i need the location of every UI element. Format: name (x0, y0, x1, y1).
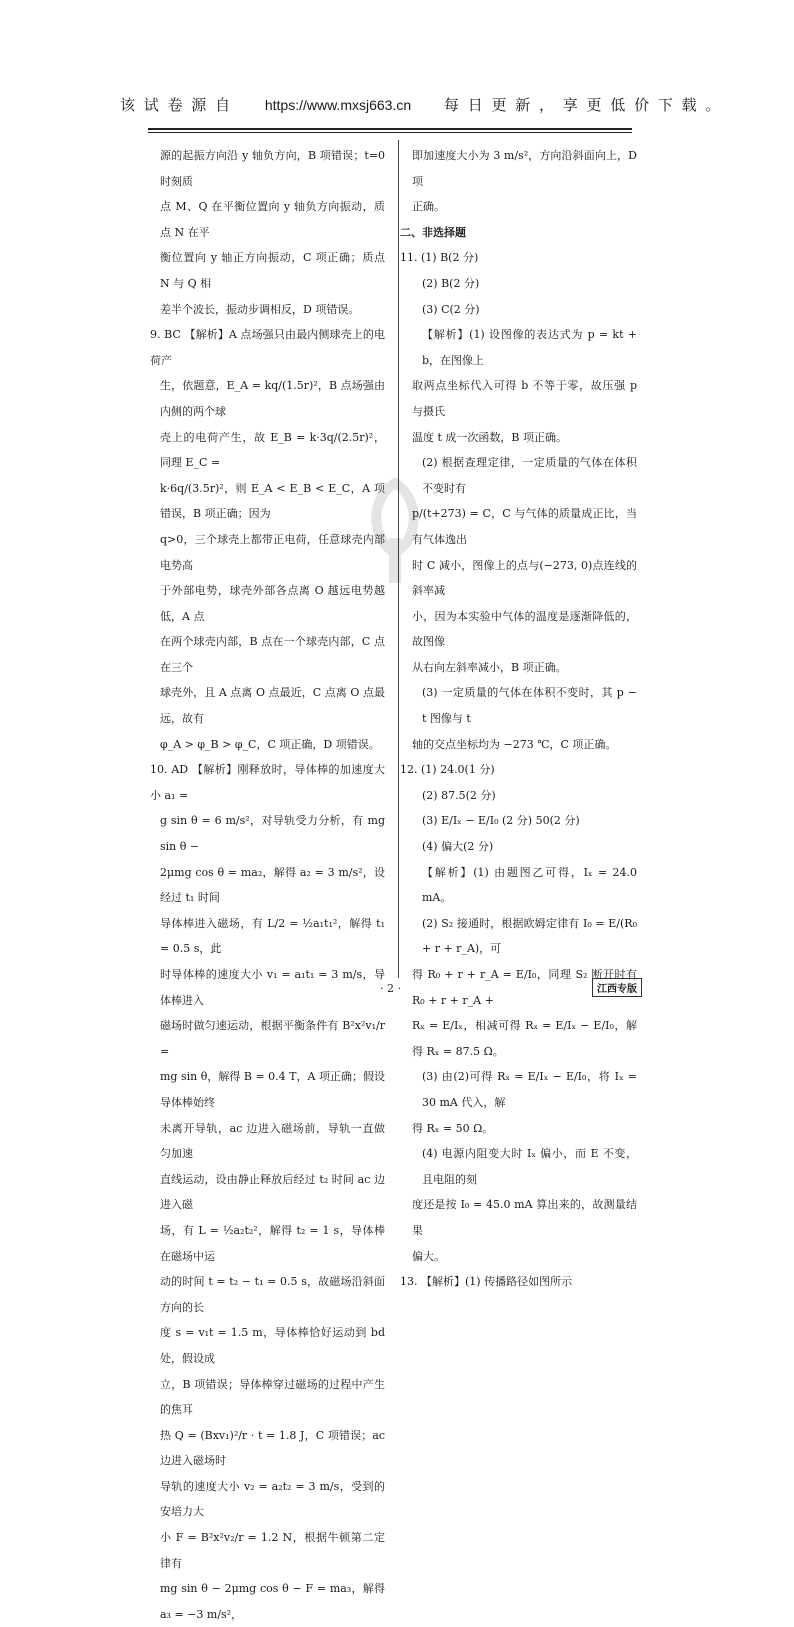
header-rule-thick (148, 128, 632, 130)
edition-badge: 江西专版 (592, 978, 642, 997)
answer-12-line: 12. (1) 24.0(1 分) (400, 763, 495, 777)
text-line: 球壳外，且 A 点离 O 点最近，C 点离 O 点最远，故有 (160, 686, 385, 726)
text-line: 时导体棒的速度大小 v₁ = a₁t₁ = 3 m/s，导体棒进入 (160, 968, 385, 1007)
text-line: 时 C 减小，图像上的点与(−273, 0)点连线的斜率减 (412, 558, 637, 598)
text-line: 2μmg cos θ = ma₂，解得 a₂ = 3 m/s²，设经过 t₁ 时间 (160, 865, 385, 905)
text-line: 差半个波长，振动步调相反，D 项错误。 (160, 302, 360, 316)
text-line: (2) 87.5(2 分) (422, 788, 496, 802)
text-line: 生，依题意，E_A = kq/(1.5r)²，B 点场强由内侧的两个球 (160, 379, 385, 418)
text-line: 壳上的电荷产生，故 E_B = k·3q/(2.5r)²，同理 E_C = (160, 430, 385, 470)
header-url[interactable]: https://www.mxsj663.cn (264, 97, 412, 113)
text-line: 磁场时做匀速运动，根据平衡条件有 B²x²v₁/r = (160, 1019, 385, 1058)
text-line: q>0，三个球壳上都带正电荷，任意球壳内部电势高 (160, 532, 385, 572)
left-column (150, 143, 385, 1627)
text-line: 度还是按 I₀ = 45.0 mA 算出来的，故测量结果 (412, 1198, 637, 1237)
text-line: 得 R₀ + r + r_A = E/I₀，同理 S₂ 断开时有 R₀ + r + r_A + (412, 968, 637, 1007)
text-line: 得 Rₓ = 50 Ω。 (412, 1121, 494, 1135)
answer-13-line: 13. 【解析】(1) 传播路径如图所示 (400, 1275, 573, 1289)
text-line: (2) B(2 分) (422, 276, 480, 290)
text-line: g sin θ = 6 m/s²，对导轨受力分析，有 mg sin θ − (160, 814, 385, 854)
text-line: 偏大。 (412, 1249, 445, 1263)
text-line: (3) 由(2)可得 Rₓ = E/Iₓ − E/I₀，将 Iₓ = 30 mA 代入，解 (422, 1070, 637, 1109)
page-header (120, 94, 723, 115)
text-line: (3) C(2 分) (422, 302, 480, 316)
text-line: 导轨的速度大小 v₂ = a₂t₂ = 3 m/s，受到的安培力大 (160, 1479, 385, 1519)
text-line: 轴的交点坐标均为 −273 ℃，C 项正确。 (412, 737, 617, 751)
text-line: 从右向左斜率减小，B 项正确。 (412, 660, 567, 674)
text-line: k·6q/(3.5r)²，则 E_A < E_B < E_C，A 项错误，B 项正确；因为 (160, 481, 385, 521)
answer-9-line: 9. BC 【解析】A 点场强只由最内侧球壳上的电荷产 (150, 328, 385, 367)
text-line: 场，有 L = ½a₂t₂²，解得 t₂ = 1 s，导体棒在磁场中运 (160, 1223, 385, 1263)
text-line: 源的起振方向沿 y 轴负方向，B 项错误；t=0 时刻质 (160, 149, 385, 188)
text-line: 取两点坐标代入可得 b 不等于零，故压强 p 与摄氏 (412, 379, 637, 418)
text-line: (2) S₂ 接通时，根据欧姆定律有 I₀ = E/(R₀ + r + r_A)，可 (422, 916, 637, 956)
text-line: 在两个球壳内部，B 点在一个球壳内部，C 点在三个 (160, 635, 385, 674)
answer-11-line: 11. (1) B(2 分) (400, 251, 479, 265)
text-line: (2) 根据查理定律，一定质量的气体在体积不变时有 (422, 456, 637, 495)
text-line: 度 s = v₁t = 1.5 m，导体棒恰好运动到 bd 处，假设成 (160, 1326, 385, 1365)
text-line: 【解析】(1) 由题图乙可得，Iₓ = 24.0 mA。 (422, 865, 637, 905)
text-line: 直线运动，设由静止释放后经过 t₂ 时间 ac 边进入磁 (160, 1172, 385, 1212)
text-line: 衡位置向 y 轴正方向振动，C 项正确；质点 N 与 Q 相 (160, 251, 385, 290)
text-line: 于外部电势，球壳外部各点离 O 越远电势越低，A 点 (160, 584, 385, 623)
text-line: (3) E/Iₓ − E/I₀ (2 分) 50(2 分) (422, 814, 580, 828)
text-line: φ_A > φ_B > φ_C，C 项正确，D 项错误。 (160, 737, 380, 751)
right-column (400, 143, 637, 1295)
text-line: 小 F = B²x²v₂/r = 1.2 N，根据牛顿第二定律有 (160, 1531, 385, 1570)
page-number: · 2 · (380, 982, 401, 995)
text-line: 正确。 (412, 200, 445, 214)
text-line: 【解析】(1) 设图像的表达式为 p = kt + b，在图像上 (422, 328, 637, 367)
answer-10-line: 10. AD 【解析】刚释放时，导体棒的加速度大小 a₁ = (150, 763, 385, 802)
text-line: (4) 电源内阻变大时 Iₓ 偏小，而 E 不变，且电阻的刻 (422, 1147, 637, 1186)
text-line: p/(t+273) = C，C 与气体的质量成正比，当有气体逸出 (412, 507, 637, 546)
text-line: 动的时间 t = t₂ − t₁ = 0.5 s，故磁场沿斜面方向的长 (160, 1275, 385, 1314)
text-line: (4) 偏大(2 分) (422, 840, 494, 854)
header-right-text: 每 日 更 新 ， 享 更 低 价 下 载 。 (443, 96, 723, 114)
text-line: 立，B 项错误；导体棒穿过磁场的过程中产生的焦耳 (160, 1377, 385, 1417)
text-line: 即加速度大小为 3 m/s²，方向沿斜面向上，D 项 (412, 149, 637, 188)
text-line: 未离开导轨，ac 边进入磁场前，导轨一直做匀加速 (160, 1121, 385, 1161)
text-line: 点 M、Q 在平衡位置向 y 轴负方向振动，质点 N 在平 (160, 200, 385, 239)
header-left-text: 该 试 卷 源 自 (120, 96, 233, 114)
text-line: 热 Q = (Bxv₁)²/r · t = 1.8 J，C 项错误；ac 边进入磁场时 (160, 1428, 385, 1468)
text-line: mg sin θ − 2μmg cos θ − F = ma₃，解得 a₃ = −3 m/s²， (160, 1582, 385, 1621)
text-line: 导体棒进入磁场，有 L/2 = ½a₁t₁²，解得 t₁ = 0.5 s，此 (160, 916, 385, 956)
text-line: 温度 t 成一次函数，B 项正确。 (412, 430, 567, 444)
text-line: 小，因为本实验中气体的温度是逐渐降低的，故图像 (412, 609, 637, 649)
text-line: mg sin θ，解得 B = 0.4 T，A 项正确；假设导体棒始终 (160, 1070, 385, 1109)
text-line: (3) 一定质量的气体在体积不变时，其 p − t 图像与 t (422, 686, 637, 726)
text-line: Rₓ = E/Iₓ，相减可得 Rₓ = E/Iₓ − E/I₀，解得 Rₓ = 87.5 Ω。 (412, 1019, 637, 1058)
header-rule-thin (148, 132, 632, 133)
section-heading: 二、非选择题 (400, 225, 466, 239)
